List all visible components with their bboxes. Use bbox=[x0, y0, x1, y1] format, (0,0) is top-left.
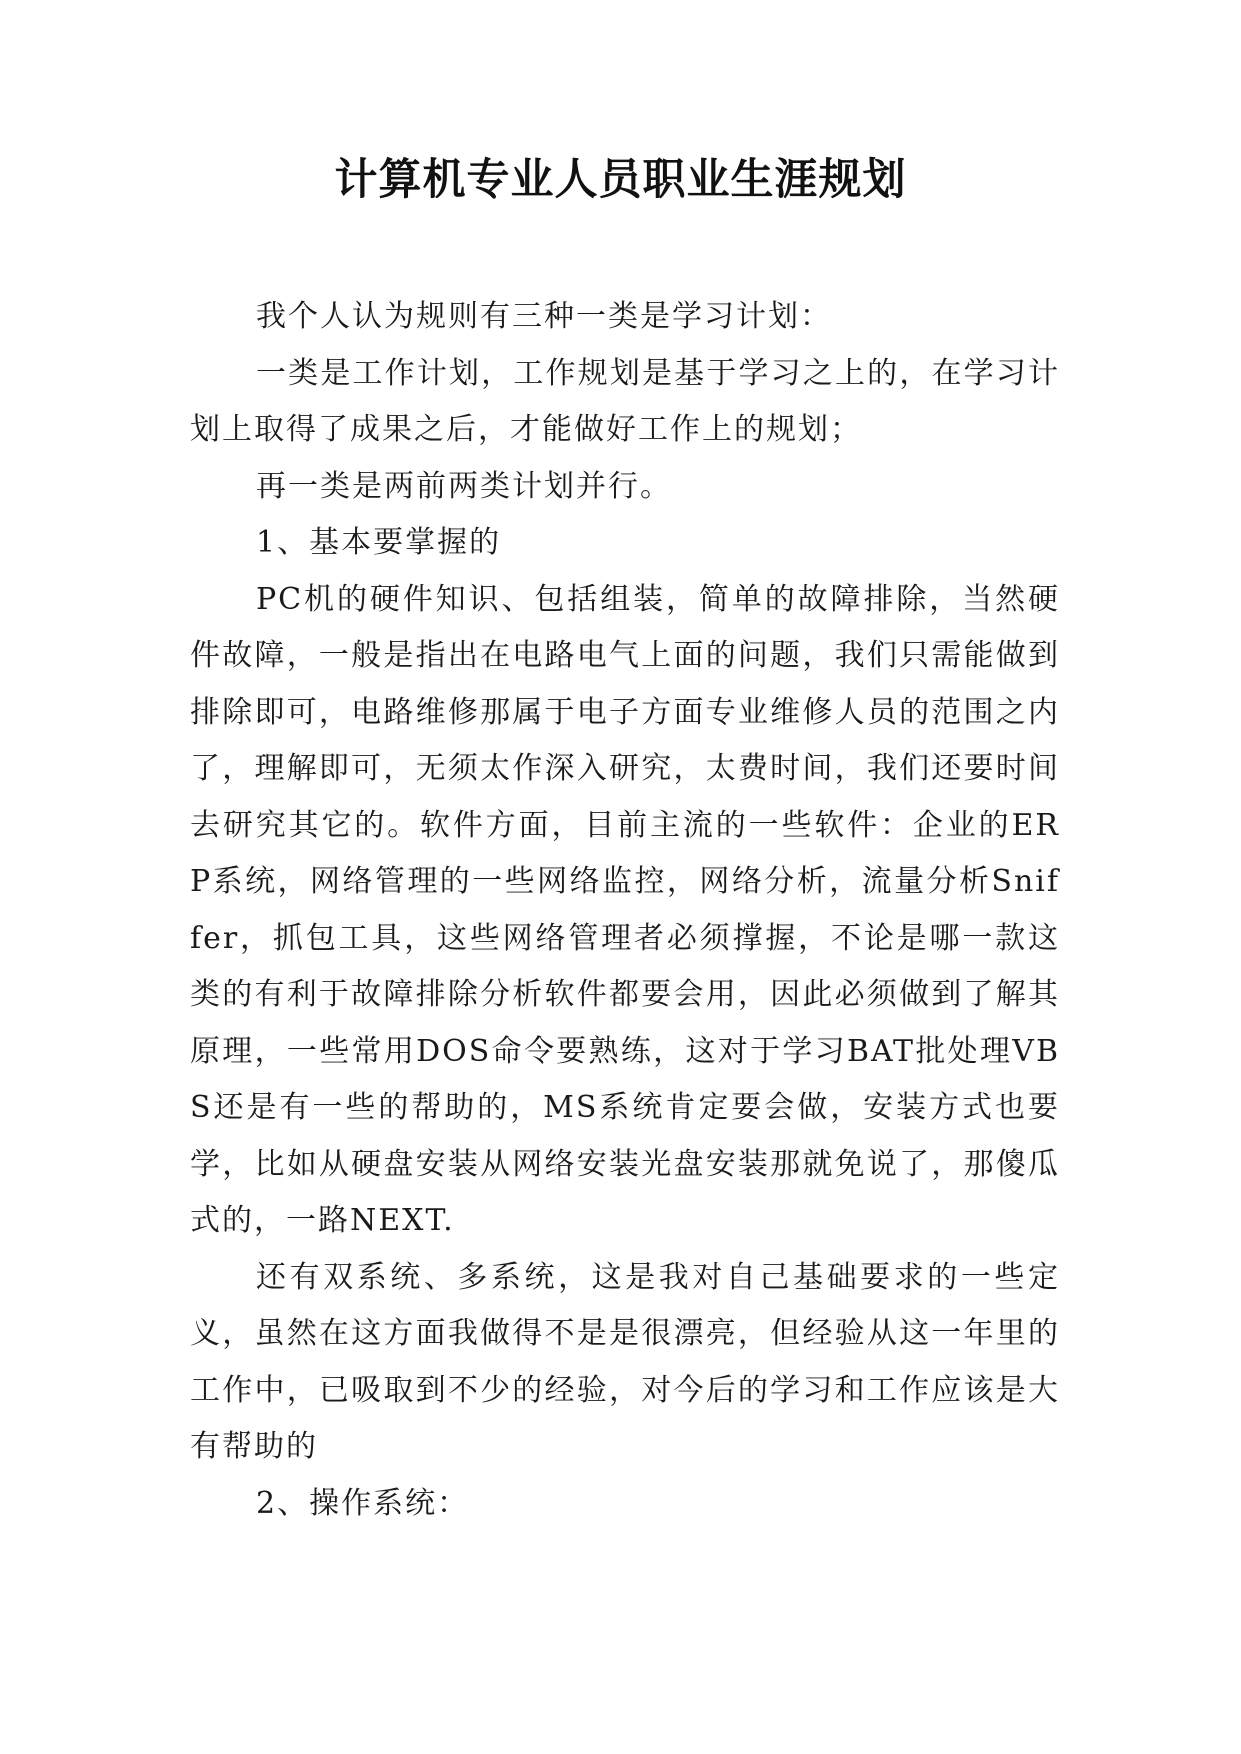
section-heading-basics: 1、基本要掌握的 bbox=[256, 525, 502, 560]
section-heading-os: 2、操作系统： bbox=[256, 1485, 470, 1521]
document-body bbox=[190, 289, 1060, 1532]
paragraph-intro: 我个人认为规则有三种一类是学习计划： bbox=[256, 299, 832, 334]
paragraph-work-plan: 一类是工作计划，工作规划是基于学习之上的，在学习计划上取得了成果之后，才能做好工作上的规划； bbox=[190, 355, 1060, 447]
paragraph-parallel-plan: 再一类是两前两类计划并行。 bbox=[256, 468, 672, 504]
paragraph-hardware-software: PC机的硬件知识、包括组装，简单的故障排除，当然硬件故障，一般是指出在电路电气上面的问题，我们只需能做到排除即可，电路维修那属于电子方面专业维修人员的范围之内了，理解即可，无须太作深入研究，太费时间，我们还要时间去研究其它的。软件方面，目前主流的一些软件：企业的ERP系统，网络管理的一些网络监控，网络分析，流量分析Sniffer，抓包工具，这些网络管理者必须撑握，不论是哪一款这类的有利于故障排除分析软件都要会用，因此必须做到了解其原理，一些常用DOS命令要熟练，这对于学习BAT批处理VBS还是有一些的帮助的，MS系统肯定要会做，安装方式也要学，比如从硬盘安装从网络安装光盘安装那就免说了，那傻瓜式的，一路NEXT. bbox=[190, 581, 1060, 1238]
page-title: 计算机专业人员职业生涯规划 bbox=[334, 155, 907, 205]
paragraph-multi-system: 还有双系统、多系统，这是我对自己基础要求的一些定义，虽然在这方面我做得不是是很漂亮，但经验从这一年里的工作中，已吸取到不少的经验，对今后的学习和工作应该是大有帮助的 bbox=[190, 1259, 1060, 1464]
